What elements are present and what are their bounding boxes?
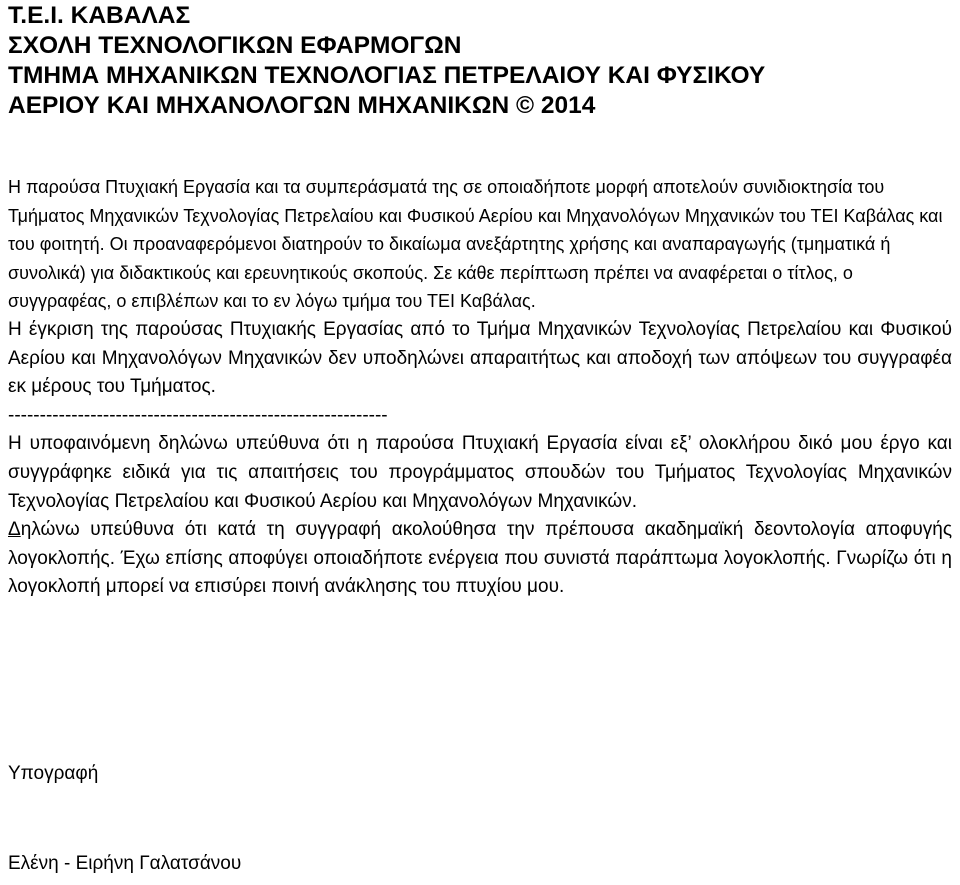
declaration-paragraph: Η υποφαινόμενη δηλώνω υπεύθυνα ότι η παρούσα Πτυχιακή Εργασία είναι εξ’ ολοκλήρου δικό μου έργο και συγγράφηκε ειδικά για τις απαιτήσεις του προγράμματος σπουδών του Τμήματος Τεχνολογίας Μηχανικών Τεχνολογίας Πετρελαίου και Φυσικού Αερίου και Μηχανολόγων Μηχανικών. bbox=[8, 433, 952, 512]
signature-label: Υπογραφή bbox=[8, 763, 99, 784]
document-page bbox=[8, 0, 952, 874]
separator-line: ------------------------------------------------------------ bbox=[8, 404, 388, 426]
approval-paragraph: Η έγκριση της παρούσας Πτυχιακής Εργασίας από το Τμήμα Μηχανικών Τεχνολογίας Πετρελαίου και Φυσικού Αερίου και Μηχανολόγων Μηχανικών δεν υποδηλώνει απαραιτήτως και αποδοχή των απόψεων του συγγραφέα εκ μέρους του Τμήματος. bbox=[8, 318, 952, 398]
author-name: Ελένη - Ειρήνη Γαλατσάνου bbox=[8, 853, 242, 874]
header-department-cont: ΑΕΡΙΟΥ ΚΑΙ ΜΗΧΑΝΟΛΟΓΩΝ ΜΗΧΑΝΙΚΩΝ © 2014 bbox=[8, 92, 596, 119]
plagiarism-text: ηλώνω υπεύθυνα ότι κατά τη συγγραφή ακολούθησα την πρέπουσα ακαδημαϊκή δεοντολογία αποφυγής λογοκλοπής. Έχω επίσης αποφύγει οποιαδήποτε ενέργεια που συνιστά παράπτωμα λογοκλοπής. Γνωρίζω ότι η λογοκλοπή μπορεί να επισύρει ποινή ανάκλησης του πτυχίου μου. bbox=[8, 519, 952, 598]
header-department: ΤΜΗΜΑ ΜΗΧΑΝΙΚΩΝ ΤΕΧΝΟΛΟΓΙΑΣ ΠΕΤΡΕΛΑΙΟΥ ΚΑΙ ΦΥΣΙΚΟΥ bbox=[8, 62, 766, 89]
document-header bbox=[8, 1, 952, 121]
header-school: ΣΧΟΛΗ ΤΕΧΝΟΛΟΓΙΚΩΝ ΕΦΑΡΜΟΓΩΝ bbox=[8, 32, 462, 59]
plagiarism-paragraph bbox=[8, 516, 952, 602]
copyright-paragraph: Η παρούσα Πτυχιακή Εργασία και τα συμπεράσματά της σε οποιαδήποτε μορφή αποτελούν συνιδιοκτησία του Τμήματος Μηχανικών Τεχνολογίας Πετρελαίου και Φυσικού Αερίου και Μηχανολόγων Μηχανικών του ΤΕΙ Καβάλας και του φοιτητή. Οι προαναφερόμενοι διατηρούν το δικαίωμα ανεξάρτητης χρήσης και αναπαραγωγής (τμηματικά ή συνολικά) για διδακτικούς και ερευνητικούς σκοπούς. Σε κάθε περίπτωση πρέπει να αναφέρεται ο τίτλος, ο συγγραφέας, ο επιβλέπων και το εν λόγω τμήμα του ΤΕΙ Καβάλας. bbox=[8, 177, 943, 312]
header-institution: Τ.Ε.Ι. ΚΑΒΑΛΑΣ bbox=[8, 2, 191, 29]
plagiarism-first-letter: Δ bbox=[8, 519, 21, 541]
